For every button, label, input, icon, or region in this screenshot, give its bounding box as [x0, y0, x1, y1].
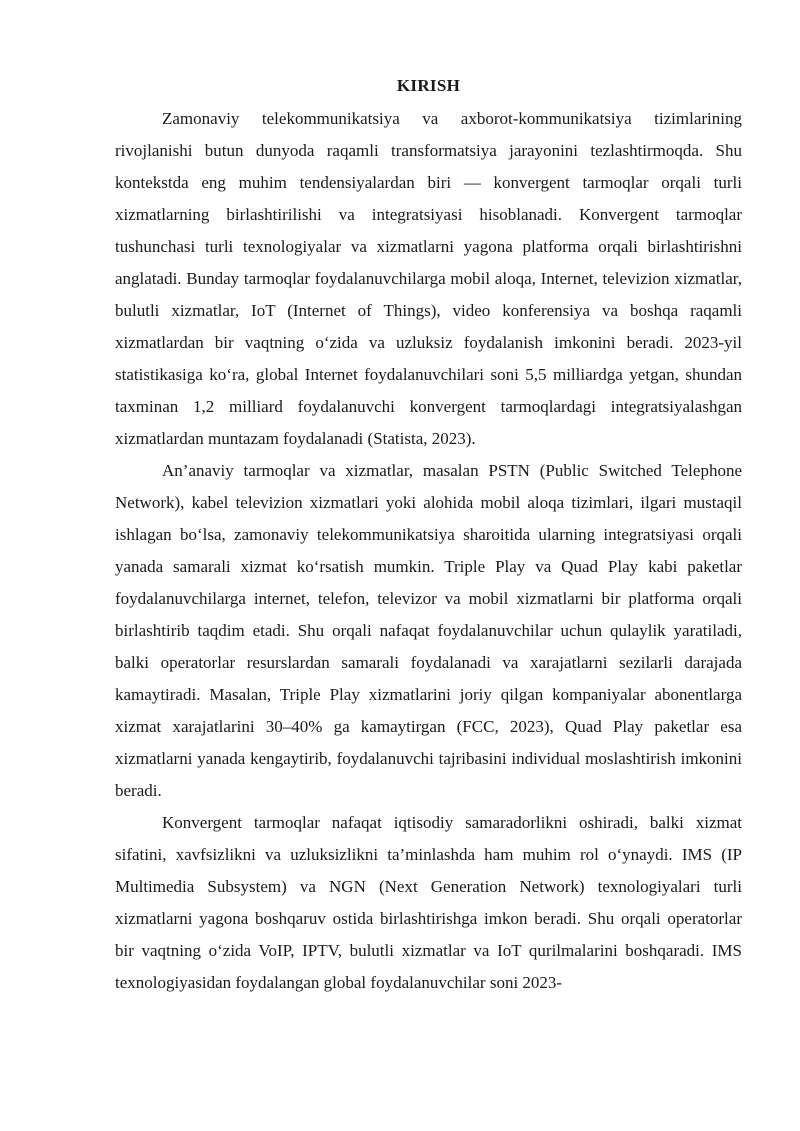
paragraph-2: An’anaviy tarmoqlar va xizmatlar, masalan PSTN (Public Switched Telephone Network), kabel televizion xizmatlari yoki alohida mobil aloqa tizimlari, ilgari mustaqil ishlagan boʻlsa, zamonaviy telekommunikatsiya sharoitida ularning integratsiyasi orqali yanada samarali xizmat koʻrsatish mumkin. Triple Play va Quad Play kabi paketlar foydalanuvchilarga internet, telefon, televizor va mobil xizmatlarni bir platforma orqali birlashtirib taqdim etadi. Shu orqali nafaqat foydalanuvchilar uchun qulaylik yaratiladi, balki operatorlar resurslardan samarali foydalanadi va xarajatlarni sezilarli darajada kamaytiradi. Masalan, Triple Play xizmatlarini joriy qilgan kompaniyalar abonentlarga xizmat xarajatlarini 30–40% ga kamaytirgan (FCC, 2023), Quad Play paketlar esa xizmatlarni yanada kengaytirib, foydalanuvchi tajribasini individual moslashtirish imkonini beradi. — [115, 461, 742, 800]
document-heading: KIRISH — [396, 76, 461, 95]
paragraph-1: Zamonaviy telekommunikatsiya va axborot-kommunikatsiya tizimlarining rivojlanishi butun dunyoda raqamli transformatsiya jarayonini tezlashtirmoqda. Shu kontekstda eng muhim tendensiyalardan biri — konvergent tarmoqlar orqali turli xizmatlarning birlashtirilishi va integratsiyasi hisoblanadi. Konvergent tarmoqlar tushunchasi turli texnologiyalar va xizmatlarni yagona platforma orqali birlashtirishni anglatadi. Bunday tarmoqlar foydalanuvchilarga mobil aloqa, Internet, televizion xizmatlar, bulutli xizmatlar, IoT (Internet of Things), video konferensiya va boshqa raqamli xizmatlardan bir vaqtning oʻzida va uzluksiz foydalanish imkonini beradi. 2023-yil statistikasiga koʻra, global Internet foydalanuvchilari soni 5,5 milliardga yetgan, shundan taxminan 1,2 milliard foydalanuvchi konvergent tarmoqlardagi integratsiyalashgan xizmatlardan muntazam foydalanadi (Statista, 2023). — [115, 109, 742, 448]
paragraph-3: Konvergent tarmoqlar nafaqat iqtisodiy samaradorlikni oshiradi, balki xizmat sifatini, xavfsizlikni va uzluksizlikni ta’minlashda ham muhim rol oʻynaydi. IMS (IP Multimedia Subsystem) va NGN (Next Generation Network) texnologiyalari turli xizmatlarni yagona boshqaruv ostida birlashtirishga imkon beradi. Shu orqali operatorlar bir vaqtning oʻzida VoIP, IPTV, bulutli xizmatlar va IoT qurilmalarini boshqaradi. IMS texnologiyasidan foydalangan global foydalanuvchilar soni 2023- — [115, 813, 742, 992]
document-page — [115, 74, 742, 999]
